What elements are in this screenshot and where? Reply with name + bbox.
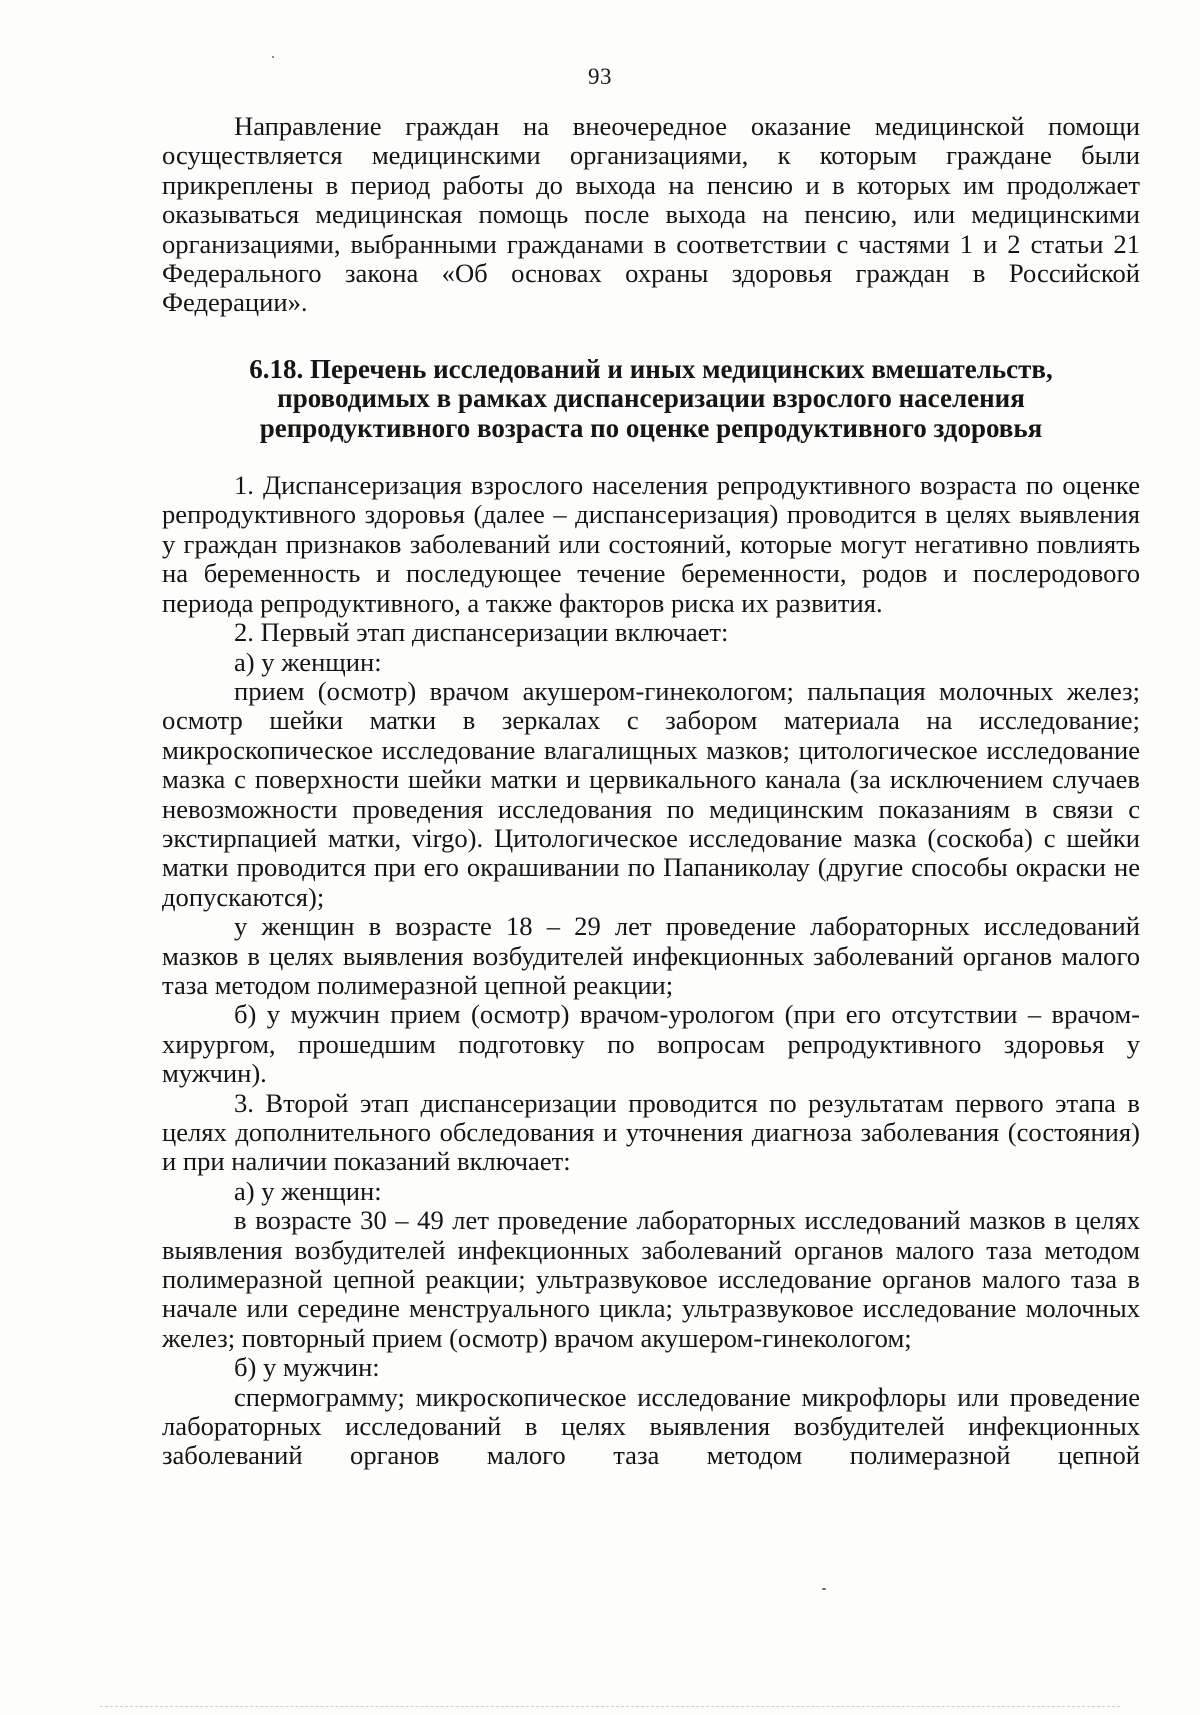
paragraph-1: 1. Диспансеризация взрослого населения репродуктивного возраста по оценке репродуктивного здоровья (далее – диспансеризация) проводится в целях выявления у граждан признаков заболеваний или состояний, которые могут негативно повлиять на беременность и последующее течение беременности, родов и послеродового периода репродуктивного, а также факторов риска их развития. (162, 470, 1140, 618)
section-heading-line-1: 6.18. Перечень исследований и иных медицинских вмешательств, (249, 353, 1053, 384)
scan-speck (822, 1588, 826, 1590)
paragraph-2b: б) у мужчин прием (осмотр) врачом-урологом (при его отсутствии – врачом-хирургом, прошедшим подготовку по вопросам репродуктивного здоровья у мужчин). (162, 999, 1140, 1089)
intro-paragraph: Направление граждан на внеочередное оказание медицинской помощи осуществляется медицинскими организациями, к которым граждане были прикреплены в период работы до выхода на пенсию и в которых им продолжает оказываться медицинская помощь после выхода на пенсию, или медицинскими организациями, выбранными гражданами в соответствии с частями 1 и 2 статьи 21 Федерального закона «Об основах охраны здоровья граждан в Российской Федерации». (162, 111, 1140, 318)
paragraph-3b-text: спермограмму; микроскопическое исследование микрофлоры или проведение лабораторных исследований в целях выявления возбудителей инфекционных заболеваний органов малого таза методом полимеразной цепной (162, 1381, 1140, 1471)
document-body (162, 112, 1140, 1471)
scan-speck (272, 56, 274, 58)
section-heading (162, 355, 1140, 443)
paragraph-2a-text-2: у женщин в возрасте 18 – 29 лет проведение лабораторных исследований мазков в целях выявления возбудителей инфекционных заболеваний органов малого таза методом полимеразной цепной реакции; (162, 911, 1140, 1000)
paragraph-2a-label: а) у женщин: (234, 646, 382, 677)
paragraph-3b-label: б) у мужчин: (234, 1352, 380, 1383)
section-heading-line-2: проводимых в рамках диспансеризации взрослого населения (277, 383, 1025, 414)
paragraph-2: 2. Первый этап диспансеризации включает: (234, 617, 729, 648)
paragraph-3: 3. Второй этап диспансеризации проводится по результатам первого этапа в целях дополнительного обследования и уточнения диагноза заболевания (состояния) и при наличии показаний включает: (162, 1087, 1140, 1177)
section-heading-line-3: репродуктивного возраста по оценке репродуктивного здоровья (259, 412, 1043, 443)
scan-edge-line (100, 1706, 1120, 1707)
page-number: 93 (588, 64, 612, 89)
paragraph-3a-label: а) у женщин: (234, 1175, 382, 1206)
paragraph-2a-text: прием (осмотр) врачом акушером-гинекологом; пальпация молочных желез; осмотр шейки матки в зеркалах с забором материала на исследование; микроскопическое исследование влагалищных мазков; цитологическое исследование мазка с поверхности шейки матки и цервикального канала (за исключением случаев невозможности проведения исследования по медицинским показаниям в связи с экстирпацией матки, virgo). Цитологическое исследование мазка (соскоба) с шейки матки проводится при его окрашивании по Папаниколау (другие способы окраски не допускаются); (162, 675, 1140, 912)
paragraph-3a-text: в возрасте 30 – 49 лет проведение лабораторных исследований мазков в целях выявления возбудителей инфекционных заболеваний органов малого таза методом полимеразной цепной реакции; ультразвуковое исследование органов малого таза в начале или середине менструального цикла; ультразвуковое исследование молочных желез; повторный прием (осмотр) врачом акушером-гинекологом; (162, 1205, 1140, 1353)
